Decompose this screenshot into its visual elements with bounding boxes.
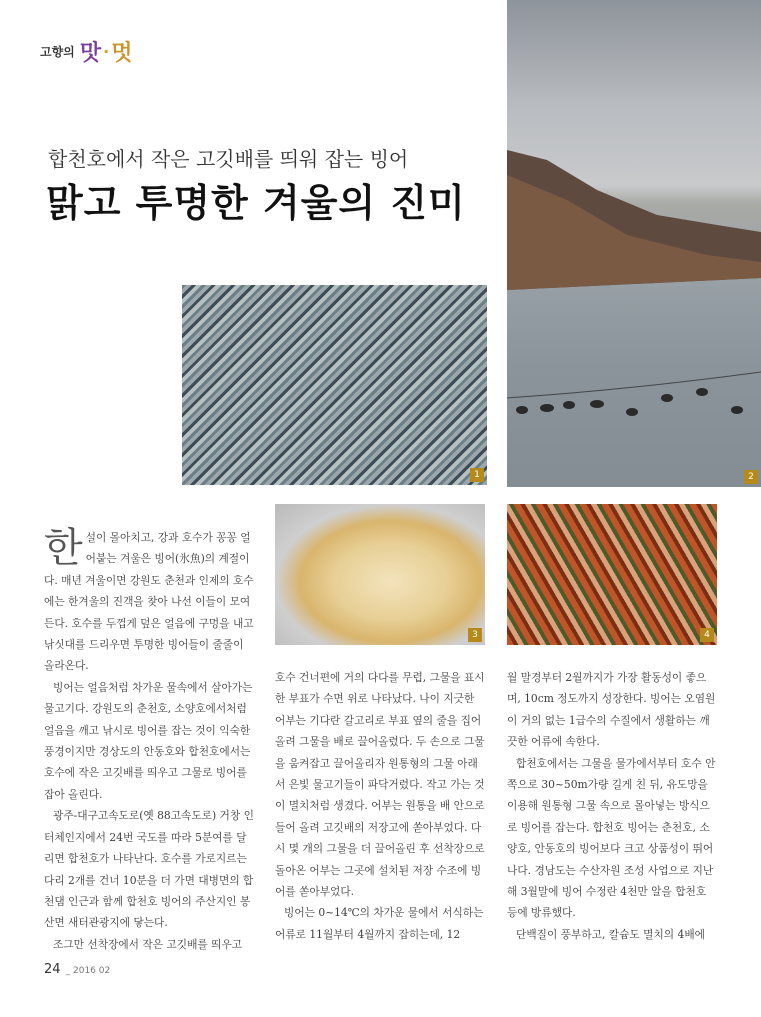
photo-fried-smelt [275, 504, 485, 645]
article-title: 맑고 투명한 겨울의 진미 [46, 181, 466, 225]
body-paragraph: 단백질이 풍부하고, 칼슘도 멸치의 4배에 [516, 927, 705, 941]
body-paragraph: 조그만 선착장에서 작은 고깃배를 띄우고 [53, 937, 243, 951]
section-label [40, 36, 132, 67]
body-paragraph [44, 527, 256, 677]
buoy [540, 404, 554, 412]
section-label-taste: 맛 [79, 41, 102, 66]
section-label-dot: · [103, 42, 110, 61]
body-paragraph: 빙어는 얼음처럼 차가운 물속에서 살아가는 물고기다. 강원도의 춘천호, 소양호에서처럼 얼음을 깨고 낚시로 빙어를 잡는 것이 익숙한 풍경이지만 경상도의 안동호와 합천호에서는 호수에 작은 고깃배를 띄우고 그물로 빙어를 잡아 올린다. [44, 680, 253, 801]
body-paragraph: 빙어는 0~14℃의 차가운 물에서 서식하는 어류로 11월부터 4월까지 잡히는데, 12 [275, 906, 484, 941]
paragraph-text: 설이 몰아치고, 강과 호수가 꽁꽁 얼어붙는 겨울은 빙어(氷魚)의 계절이다. 매년 겨울이면 강원도 춘천과 인제의 호수에는 한겨울의 진객을 찾아 나선 이들이 모여든다. 호수를 두껍게 덮은 얼음에 구멍을 내고 낚싯대를 드리우면 투명한 빙어들이 줄줄이 올라온다. [44, 531, 254, 673]
issue-date: _ 2016 02 [65, 966, 111, 976]
buoy [590, 400, 604, 408]
photo-lake-fishing-net [507, 0, 761, 487]
photo-smelt-in-net [182, 285, 487, 485]
body-paragraph: 월 말경부터 2월까지가 가장 활동성이 좋으며, 10cm 정도까지 성장한다. 빙어는 오염원이 거의 없는 1급수의 수질에서 생활하는 깨끗한 어류에 속한다. [507, 671, 716, 749]
body-column-3 [507, 667, 719, 945]
photo-smelt-salad [507, 504, 717, 645]
body-paragraph: 광주-대구고속도로(옛 88고속도로) 거창 인터체인지에서 24번 국도를 따라 5분여를 달리면 합천호가 나타난다. 호수를 가로지르는 다리 2개를 건너 10분을 더 가면 대병면의 합천댐 인근과 함께 합천호 빙어의 주산지인 봉산면 새터관광지에 닿는다. [44, 809, 254, 930]
section-label-prefix: 고향의 [40, 45, 75, 59]
lake-scene-graphic [507, 0, 761, 487]
drop-cap: 한 [44, 525, 83, 571]
article-subtitle: 합천호에서 작은 고깃배를 띄워 잡는 빙어 [48, 147, 409, 171]
page-footer [44, 958, 110, 977]
buoy [626, 408, 638, 416]
body-column-2 [275, 667, 487, 945]
photo-number-badge: 4 [700, 628, 714, 642]
buoy [731, 406, 743, 414]
body-column-1 [44, 527, 256, 955]
buoy [516, 406, 528, 414]
page-number: 24 [44, 962, 61, 977]
body-paragraph: 호수 건너편에 거의 다다를 무렵, 그물을 표시한 부표가 수면 위로 나타났다. 나이 지긋한 어부는 기다란 갈고리로 부표 옆의 줄을 집어 올려 그물을 배로 끌어올렸다. 두 손으로 그물을 움켜잡고 끌어올리자 원통형의 그물 아래서 은빛 물고기들이 파닥거렸다. 작고 가는 것이 멸치처럼 생겼다. 어부는 원통을 배 안으로 들어 올려 고깃배의 저장고에 쏟아부었다. 다시 몇 개의 그물을 더 끌어올린 후 선착장으로 돌아온 어부는 그곳에 설치된 저장 수조에 빙어를 쏟아부었다. [275, 671, 485, 899]
buoy [563, 401, 575, 409]
photo-number-badge: 3 [468, 628, 482, 642]
buoy [661, 394, 673, 402]
buoy [696, 388, 708, 396]
section-label-style: 멋 [111, 41, 133, 66]
net-line [507, 372, 761, 398]
photo-number-badge: 2 [744, 470, 758, 484]
body-paragraph: 합천호에서는 그물을 물가에서부터 호수 안쪽으로 30~50m가량 길게 친 뒤, 유도망을 이용해 원통형 그물 속으로 몰아넣는 방식으로 빙어를 잡는다. 합천호 빙어는 춘천호, 소양호, 안동호의 빙어보다 크고 상품성이 뛰어나다. 경남도는 수산자원 조성 사업으로 지난해 3월말에 빙어 수정란 4천만 알을 합천호 등에 방류했다. [507, 756, 716, 920]
photo-number-badge: 1 [470, 468, 484, 482]
